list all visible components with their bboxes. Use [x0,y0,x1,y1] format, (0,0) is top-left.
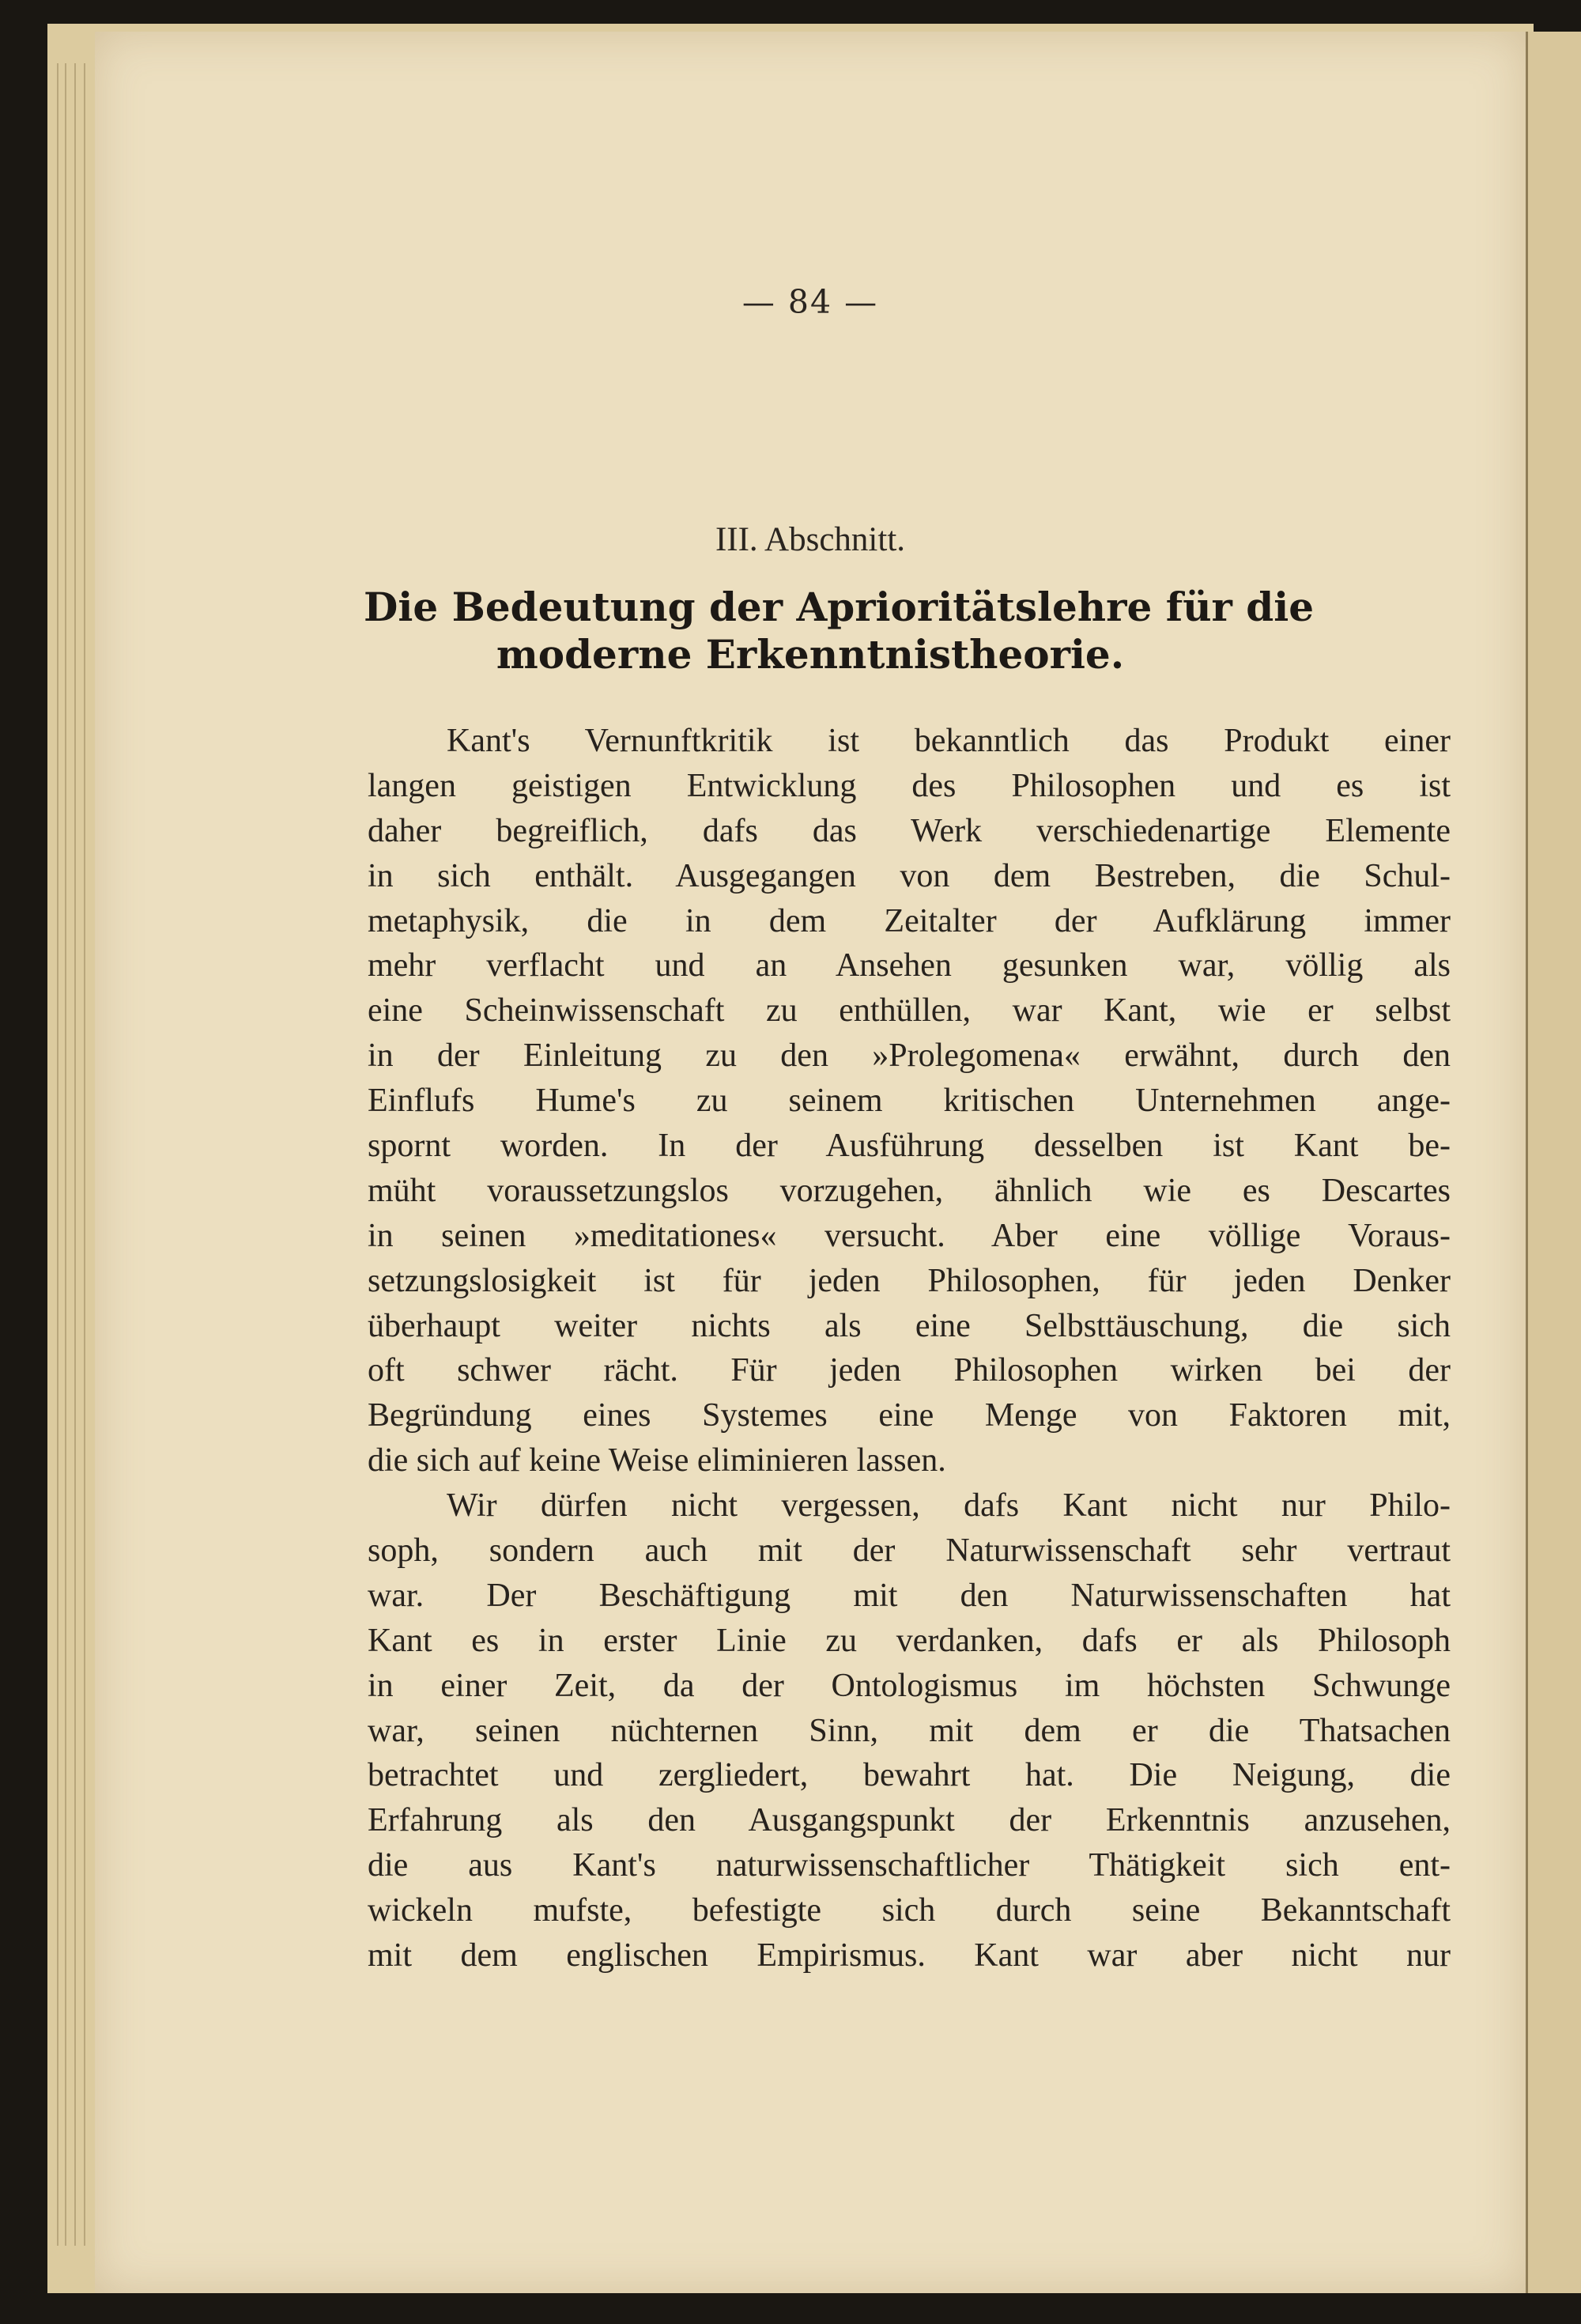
text-line: in der Einleitung zu den »Prolegomena« erwähnt, durch den [368,1037,1451,1075]
text-line: daher begreiflich, dafs das Werk verschiedenartige Elemente [368,812,1451,849]
text-line: die aus Kant's naturwissenschaftlicher Thätigkeit sich ent- [368,1847,1451,1884]
facing-page-edge [1526,32,1581,2293]
page-edge-line [84,63,85,2246]
page-edge-line [65,63,66,2246]
page-number: — 84 — [741,283,879,321]
text-line: mit dem englischen Empirismus. Kant war aber nicht nur [368,1937,1451,1974]
chapter-title-line: moderne Erkenntnistheorie. [496,631,1125,678]
chapter-title [364,584,1315,678]
text-line: die sich auf keine Weise eliminieren lassen. [368,1442,946,1479]
text-line: setzungslosigkeit ist für jeden Philosophen, für jeden Denker [368,1262,1451,1299]
text-line: in sich enthält. Ausgegangen von dem Bestreben, die Schul- [368,857,1451,894]
text-line: war. Der Beschäftigung mit den Naturwissenschaften hat [368,1577,1451,1614]
text-line: soph, sondern auch mit der Naturwissenschaft sehr vertraut [368,1532,1451,1570]
page-edge-line [57,63,58,2246]
text-line: war, seinen nüchternen Sinn, mit dem er die Thatsachen [368,1712,1451,1749]
chapter-title-line: Die Bedeutung der Aprioritätslehre für die [364,584,1315,630]
text-line: Kant's Vernunftkritik ist bekanntlich das Produkt einer [447,723,1451,759]
text-line: metaphysik, die in dem Zeitalter der Aufklärung immer [368,902,1451,939]
text-line: Kant es in erster Linie zu verdanken, dafs er als Philosoph [368,1622,1451,1659]
text-line: Begründung eines Systemes eine Menge von Faktoren mit, [368,1397,1451,1434]
text-line: Erfahrung als den Ausgangspunkt der Erkenntnis anzusehen, [368,1802,1451,1839]
text-line: Wir dürfen nicht vergessen, dafs Kant nicht nur Philo- [447,1487,1451,1525]
section-label: III. Abschnitt. [715,521,906,558]
text-line: in einer Zeit, da der Ontologismus im höchsten Schwunge [368,1667,1451,1704]
text-line: betrachtet und zergliedert, bewahrt hat. Die Neigung, die [368,1757,1451,1794]
text-line: wickeln mufste, befestigte sich durch seine Bekanntschaft [368,1892,1451,1929]
text-line: Einflufs Hume's zu seinem kritischen Unternehmen ange- [368,1083,1451,1120]
text-line: mehr verflacht und an Ansehen gesunken war, völlig als [368,947,1451,984]
text-line: überhaupt weiter nichts als eine Selbsttäuschung, die sich [368,1307,1451,1344]
book-page [95,32,1526,2293]
text-line: in seinen »meditationes« versucht. Aber eine völlige Voraus- [368,1217,1451,1254]
paragraph-1 [368,719,1451,1483]
page-edge-line [74,63,76,2246]
text-line: langen geistigen Entwicklung des Philosophen und es ist [368,767,1451,804]
paragraph-2 [368,1483,1451,1978]
text-line: oft schwer rächt. Für jeden Philosophen wirken bei der [368,1352,1451,1389]
body-text [368,719,1451,1978]
text-line: müht voraussetzungslos vorzugehen, ähnlich wie es Descartes [368,1172,1451,1209]
text-line: eine Scheinwissenschaft zu enthüllen, war Kant, wie er selbst [368,992,1451,1030]
text-line: spornt worden. In der Ausführung desselben ist Kant be- [368,1128,1451,1165]
